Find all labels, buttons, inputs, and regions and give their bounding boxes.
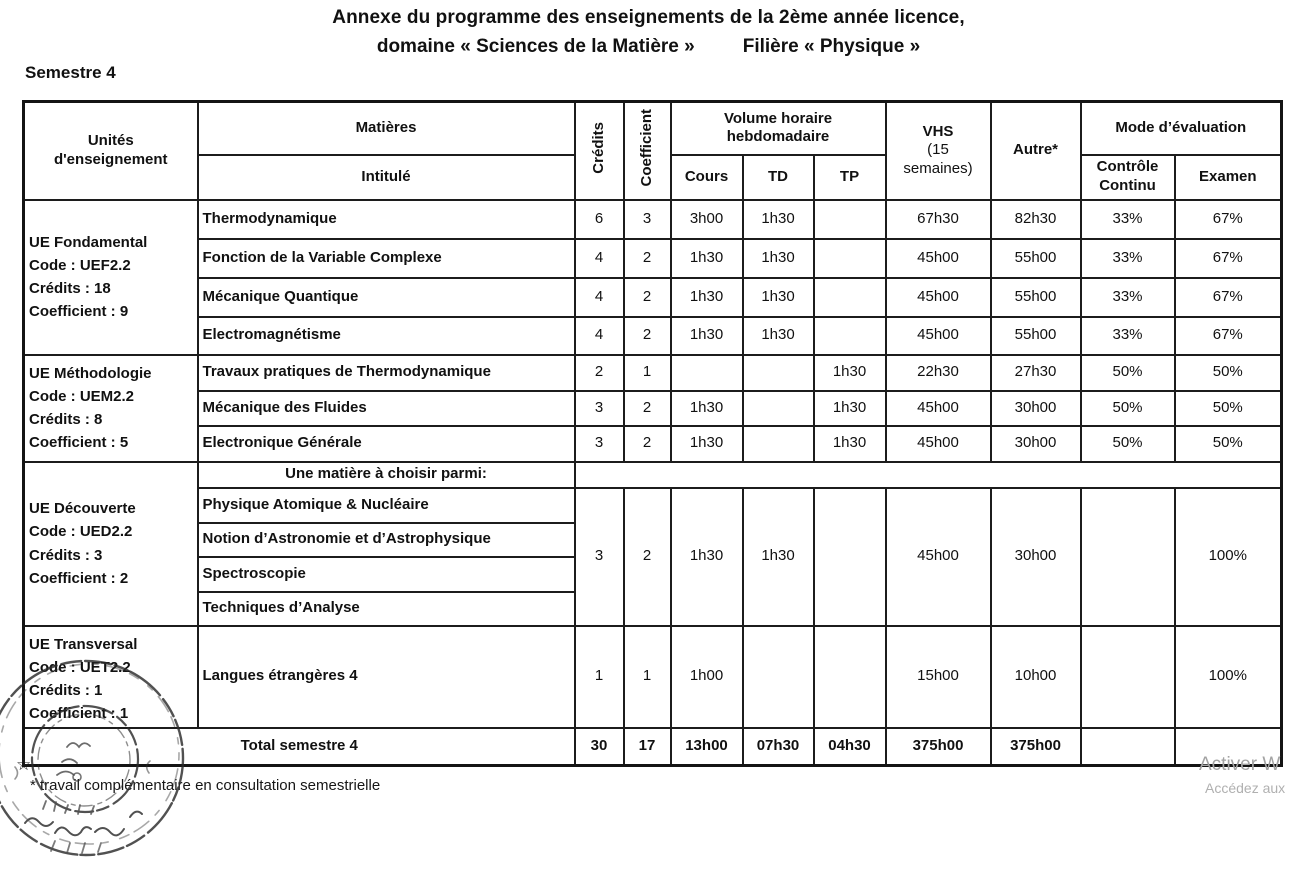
ue-coefficient: Coefficient : 2 xyxy=(29,569,129,587)
ue-name: UE Fondamental xyxy=(29,233,148,251)
choice-header-cell: Une matière à choisir parmi: xyxy=(198,462,575,488)
windows-activation-watermark-line2: Accédez aux xyxy=(1205,780,1286,796)
cell-examen: 100% xyxy=(1175,488,1282,626)
col-header-examen: Examen xyxy=(1175,155,1282,200)
cell-cours: 1h30 xyxy=(671,278,743,317)
ue-credits: Crédits : 18 xyxy=(29,280,111,297)
cell-autre: 55h00 xyxy=(991,317,1081,355)
total-td: 07h30 xyxy=(743,728,814,766)
cell-credits: 3 xyxy=(575,391,624,426)
cell-tp xyxy=(814,200,886,239)
table-row-thermodynamique xyxy=(24,200,1282,239)
cell-autre: 55h00 xyxy=(991,278,1081,317)
cell-cc xyxy=(1081,626,1175,728)
cell-vhs: 15h00 xyxy=(886,626,991,728)
cell-coefficient: 2 xyxy=(624,488,671,626)
total-label-cell: Total semestre 4 xyxy=(24,728,575,766)
volume-horaire-line1: Volume horaire xyxy=(723,109,833,127)
cell-coefficient: 1 xyxy=(624,626,671,728)
total-cc xyxy=(1081,728,1175,766)
cell-coefficient: 2 xyxy=(624,317,671,355)
cell-cours: 1h30 xyxy=(671,317,743,355)
ue-name: UE Découverte xyxy=(29,500,136,517)
col-header-matieres: Matières xyxy=(198,102,575,155)
cell-tp: 1h30 xyxy=(814,355,886,391)
cell-vhs: 45h00 xyxy=(886,391,991,426)
windows-activation-watermark-line1: Activer W xyxy=(1199,754,1281,775)
cell-td: 1h30 xyxy=(743,239,814,278)
cell-autre: 30h00 xyxy=(991,488,1081,626)
cell-matiere: Thermodynamique xyxy=(198,200,575,239)
cell-autre: 82h30 xyxy=(991,200,1081,239)
header-row-1 xyxy=(24,102,1282,155)
table-row-electromagnetisme xyxy=(24,317,1282,355)
cell-tp xyxy=(814,239,886,278)
cell-tp xyxy=(814,626,886,728)
ue-methodologie-cell xyxy=(24,355,198,462)
cell-credits: 4 xyxy=(575,239,624,278)
cell-coefficient: 1 xyxy=(624,355,671,391)
vhs-line2: (15 semaines) xyxy=(903,141,973,178)
cell-cc: 33% xyxy=(1081,317,1175,355)
ue-name: UE Transversal xyxy=(29,635,138,653)
cell-td xyxy=(743,355,814,391)
cell-tp xyxy=(814,278,886,317)
choice-header-empty-cell xyxy=(575,462,1282,488)
col-header-unites: Unités d'enseignement xyxy=(24,102,198,200)
col-header-cours: Cours xyxy=(671,155,743,200)
cell-autre: 30h00 xyxy=(991,426,1081,462)
cell-vhs: 67h30 xyxy=(886,200,991,239)
cell-cc: 33% xyxy=(1081,278,1175,317)
cell-cours: 1h30 xyxy=(671,488,743,626)
cell-cours: 1h00 xyxy=(671,626,743,728)
cell-vhs: 45h00 xyxy=(886,278,991,317)
cell-matiere: Electromagnétisme xyxy=(198,317,575,355)
cell-examen: 50% xyxy=(1175,355,1282,391)
cell-vhs: 45h00 xyxy=(886,426,991,462)
cell-credits: 4 xyxy=(575,317,624,355)
col-header-intitule: Intitulé xyxy=(198,155,575,200)
total-coefficient: 17 xyxy=(624,728,671,766)
col-header-autre: Autre* xyxy=(991,102,1081,200)
cell-autre: 27h30 xyxy=(991,355,1081,391)
cell-vhs: 45h00 xyxy=(886,488,991,626)
cell-tp xyxy=(814,317,886,355)
total-vhs: 375h00 xyxy=(886,728,991,766)
ue-credits: Crédits : 1 xyxy=(29,682,103,699)
page-title-domaine: domaine « Sciences de la Matière » xyxy=(376,36,695,57)
ue-code: Code : UED2.2 xyxy=(29,523,133,541)
col-header-credits xyxy=(575,102,624,200)
cell-coefficient: 2 xyxy=(624,239,671,278)
program-table xyxy=(22,100,1283,767)
total-credits: 30 xyxy=(575,728,624,766)
cell-tp: 1h30 xyxy=(814,391,886,426)
cell-credits: 2 xyxy=(575,355,624,391)
col-header-coefficient xyxy=(624,102,671,200)
ue-coefficient: Coefficient : 5 xyxy=(29,434,129,452)
ue-code: Code : UET2.2 xyxy=(29,658,131,676)
cell-cc: 50% xyxy=(1081,391,1175,426)
cell-td xyxy=(743,391,814,426)
page-title-line1: Annexe du programme des enseignements de la 2ème année licence, xyxy=(332,7,965,28)
ue-credits: Crédits : 3 xyxy=(29,546,103,564)
cell-cours: 3h00 xyxy=(671,200,743,239)
cell-tp: 1h30 xyxy=(814,426,886,462)
cell-credits: 1 xyxy=(575,626,624,728)
cell-autre: 55h00 xyxy=(991,239,1081,278)
cell-td: 1h30 xyxy=(743,488,814,626)
cell-td: 1h30 xyxy=(743,200,814,239)
cell-examen: 100% xyxy=(1175,626,1282,728)
table-row-tp-thermodynamique xyxy=(24,355,1282,391)
cell-coefficient: 2 xyxy=(624,391,671,426)
cell-cc xyxy=(1081,488,1175,626)
table-row-mecanique-quantique xyxy=(24,278,1282,317)
cell-cc: 50% xyxy=(1081,426,1175,462)
table-row-physique-atomique xyxy=(24,488,1282,523)
cell-credits: 3 xyxy=(575,426,624,462)
table-row-langues-etrangeres xyxy=(24,626,1282,728)
page-title-line2 xyxy=(0,36,1297,58)
cell-coefficient: 3 xyxy=(624,200,671,239)
cell-cours: 1h30 xyxy=(671,391,743,426)
ue-code: Code : UEF2.2 xyxy=(29,256,131,274)
cell-examen: 67% xyxy=(1175,239,1282,278)
semester-heading: Semestre 4 xyxy=(25,63,116,82)
cell-vhs: 22h30 xyxy=(886,355,991,391)
star-mark: ☆ xyxy=(16,755,32,774)
cell-cours: 1h30 xyxy=(671,239,743,278)
cell-matiere: Mécanique Quantique xyxy=(198,278,575,317)
cell-matiere: Notion d’Astronomie et d’Astrophysique xyxy=(198,523,575,557)
footnote: * travail complémentaire en consultation semestrielle xyxy=(30,777,381,794)
col-header-mode-evaluation: Mode d’évaluation xyxy=(1081,102,1282,155)
cell-examen: 67% xyxy=(1175,278,1282,317)
cell-cours: 1h30 xyxy=(671,426,743,462)
table-row-total xyxy=(24,728,1282,766)
cell-matiere: Langues étrangères 4 xyxy=(198,626,575,728)
vhs-line1: VHS xyxy=(922,122,954,140)
cell-vhs: 45h00 xyxy=(886,317,991,355)
volume-horaire-line2: hebdomadaire xyxy=(726,128,830,146)
col-header-tp: TP xyxy=(814,155,886,200)
col-header-vhs xyxy=(886,102,991,200)
cell-coefficient: 2 xyxy=(624,278,671,317)
cell-td xyxy=(743,426,814,462)
cell-td: 1h30 xyxy=(743,317,814,355)
col-header-controle-continu: Contrôle Continu xyxy=(1081,155,1175,200)
cell-examen: 50% xyxy=(1175,426,1282,462)
cell-matiere: Physique Atomique & Nucléaire xyxy=(198,488,575,523)
cell-matiere: Spectroscopie xyxy=(198,557,575,592)
ue-coefficient: Coefficient : 9 xyxy=(29,303,129,321)
cell-credits: 6 xyxy=(575,200,624,239)
cell-examen: 67% xyxy=(1175,317,1282,355)
credits-vertical-label: Crédits xyxy=(589,122,607,174)
cell-matiere: Fonction de la Variable Complexe xyxy=(198,239,575,278)
ue-fondamental-cell xyxy=(24,200,198,355)
cell-cc: 33% xyxy=(1081,239,1175,278)
col-header-td: TD xyxy=(743,155,814,200)
table-row-fonction-variable-complexe xyxy=(24,239,1282,278)
table-row-choice-header xyxy=(24,462,1282,488)
cell-matiere: Electronique Générale xyxy=(198,426,575,462)
cell-cours xyxy=(671,355,743,391)
ue-transversal-cell xyxy=(24,626,198,728)
ue-name: UE Méthodologie xyxy=(29,364,152,382)
coefficient-vertical-label: Coefficient xyxy=(637,109,655,187)
cell-td: 1h30 xyxy=(743,278,814,317)
ue-decouverte-cell xyxy=(24,462,198,626)
cell-matiere: Techniques d’Analyse xyxy=(198,592,575,626)
col-header-volume-horaire xyxy=(671,102,886,155)
cell-cc: 50% xyxy=(1081,355,1175,391)
cell-matiere: Mécanique des Fluides xyxy=(198,391,575,426)
cell-vhs: 45h00 xyxy=(886,239,991,278)
cell-credits: 4 xyxy=(575,278,624,317)
ue-credits: Crédits : 8 xyxy=(29,411,103,428)
ue-code: Code : UEM2.2 xyxy=(29,387,135,405)
cell-tp xyxy=(814,488,886,626)
table-row-mecanique-fluides xyxy=(24,391,1282,426)
cell-td xyxy=(743,626,814,728)
cell-autre: 10h00 xyxy=(991,626,1081,728)
total-tp: 04h30 xyxy=(814,728,886,766)
cell-credits: 3 xyxy=(575,488,624,626)
cell-autre: 30h00 xyxy=(991,391,1081,426)
table-row-electronique-generale xyxy=(24,426,1282,462)
page-title-filiere: Filière « Physique » xyxy=(742,36,921,57)
cell-coefficient: 2 xyxy=(624,426,671,462)
ue-coefficient: Coefficient : 1 xyxy=(29,705,129,723)
cell-examen: 50% xyxy=(1175,391,1282,426)
total-autre: 375h00 xyxy=(991,728,1081,766)
total-cours: 13h00 xyxy=(671,728,743,766)
cell-matiere: Travaux pratiques de Thermodynamique xyxy=(198,355,575,391)
cell-cc: 33% xyxy=(1081,200,1175,239)
cell-examen: 67% xyxy=(1175,200,1282,239)
